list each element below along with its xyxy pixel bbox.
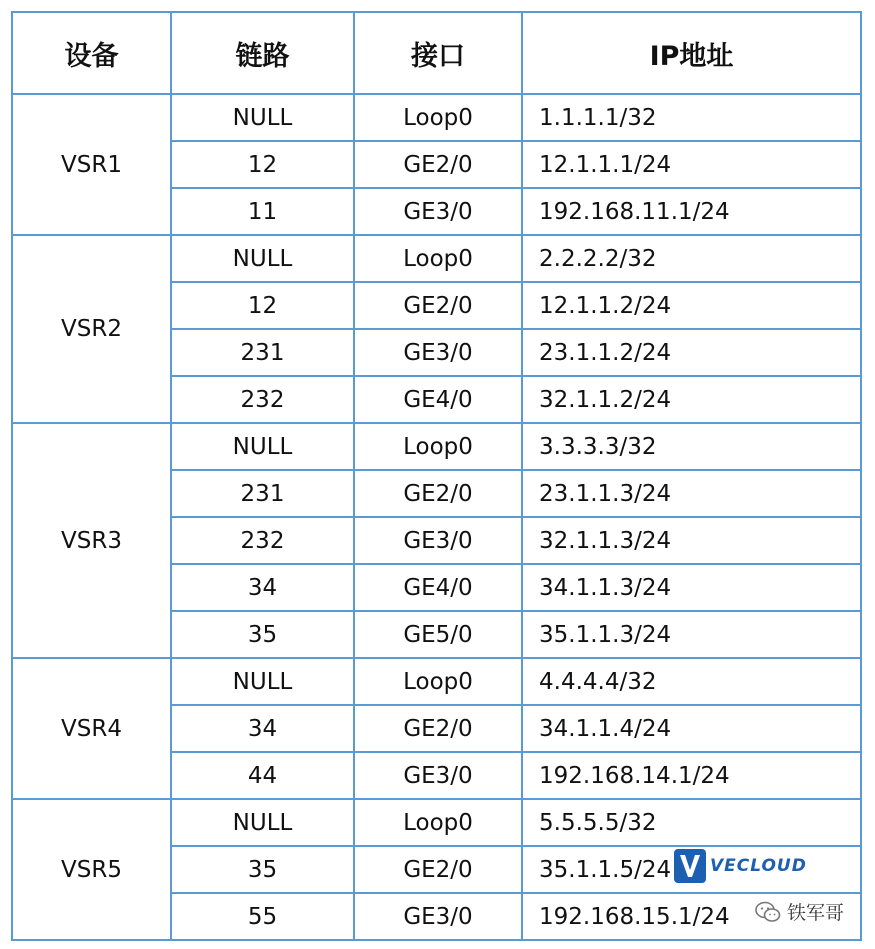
author-name: 铁军哥 <box>787 902 845 924</box>
interface-cell: Loop0 <box>354 799 522 846</box>
ip-address-cell: 192.168.15.1/24 <box>522 893 861 940</box>
link-cell: 44 <box>171 752 354 799</box>
link-cell: 232 <box>171 376 354 423</box>
ip-address-cell: 12.1.1.1/24 <box>522 141 861 188</box>
table-body <box>12 94 861 940</box>
interface-cell: GE4/0 <box>354 564 522 611</box>
wechat-author-watermark <box>755 898 844 925</box>
ip-address-cell: 23.1.1.3/24 <box>522 470 861 517</box>
ip-address-cell: 192.168.14.1/24 <box>522 752 861 799</box>
ip-address-cell: 1.1.1.1/32 <box>522 94 861 141</box>
ip-address-cell: 32.1.1.3/24 <box>522 517 861 564</box>
interface-cell: GE3/0 <box>354 517 522 564</box>
header-row <box>12 12 861 94</box>
ip-address-cell: 4.4.4.4/32 <box>522 658 861 705</box>
header-link: 链路 <box>171 12 354 94</box>
ip-address-cell: 34.1.1.4/24 <box>522 705 861 752</box>
table-row <box>12 799 861 846</box>
ip-address-cell: 192.168.11.1/24 <box>522 188 861 235</box>
header-device: 设备 <box>12 12 171 94</box>
link-cell: NULL <box>171 658 354 705</box>
ip-address-cell: 35.1.1.5/24 <box>522 846 861 893</box>
link-cell: 11 <box>171 188 354 235</box>
device-cell: VSR4 <box>12 658 171 799</box>
interface-cell: GE4/0 <box>354 376 522 423</box>
vecloud-watermark <box>674 849 807 883</box>
table-row <box>12 423 861 470</box>
link-cell: NULL <box>171 799 354 846</box>
ip-address-cell: 35.1.1.3/24 <box>522 611 861 658</box>
table-row <box>12 235 861 282</box>
link-cell: NULL <box>171 235 354 282</box>
device-cell: VSR1 <box>12 94 171 235</box>
vecloud-logo-icon <box>674 849 706 883</box>
ip-address-cell: 34.1.1.3/24 <box>522 564 861 611</box>
link-cell: 35 <box>171 611 354 658</box>
interface-cell: Loop0 <box>354 423 522 470</box>
network-address-table <box>11 11 862 941</box>
interface-cell: GE2/0 <box>354 141 522 188</box>
link-cell: NULL <box>171 94 354 141</box>
device-cell: VSR2 <box>12 235 171 423</box>
ip-address-cell: 3.3.3.3/32 <box>522 423 861 470</box>
interface-cell: GE2/0 <box>354 470 522 517</box>
wechat-icon <box>755 901 781 923</box>
interface-cell: Loop0 <box>354 94 522 141</box>
link-cell: 34 <box>171 564 354 611</box>
interface-cell: GE5/0 <box>354 611 522 658</box>
link-cell: 34 <box>171 705 354 752</box>
device-cell: VSR5 <box>12 799 171 940</box>
vecloud-brand-text: VECLOUD <box>710 856 807 876</box>
interface-cell: GE3/0 <box>354 893 522 940</box>
table-row <box>12 94 861 141</box>
header-ip-address: IP地址 <box>522 12 861 94</box>
link-cell: NULL <box>171 423 354 470</box>
ip-address-cell: 32.1.1.2/24 <box>522 376 861 423</box>
link-cell: 232 <box>171 517 354 564</box>
interface-cell: GE3/0 <box>354 752 522 799</box>
link-cell: 12 <box>171 282 354 329</box>
table-row <box>12 658 861 705</box>
ip-address-cell: 2.2.2.2/32 <box>522 235 861 282</box>
interface-cell: Loop0 <box>354 235 522 282</box>
interface-cell: Loop0 <box>354 658 522 705</box>
interface-cell: GE3/0 <box>354 188 522 235</box>
ip-address-cell: 23.1.1.2/24 <box>522 329 861 376</box>
ip-address-cell: 12.1.1.2/24 <box>522 282 861 329</box>
interface-cell: GE2/0 <box>354 282 522 329</box>
link-cell: 231 <box>171 329 354 376</box>
network-address-table-wrapper <box>11 11 862 941</box>
interface-cell: GE3/0 <box>354 329 522 376</box>
interface-cell: GE2/0 <box>354 846 522 893</box>
header-interface: 接口 <box>354 12 522 94</box>
link-cell: 231 <box>171 470 354 517</box>
link-cell: 55 <box>171 893 354 940</box>
link-cell: 12 <box>171 141 354 188</box>
ip-address-cell: 5.5.5.5/32 <box>522 799 861 846</box>
device-cell: VSR3 <box>12 423 171 658</box>
link-cell: 35 <box>171 846 354 893</box>
interface-cell: GE2/0 <box>354 705 522 752</box>
